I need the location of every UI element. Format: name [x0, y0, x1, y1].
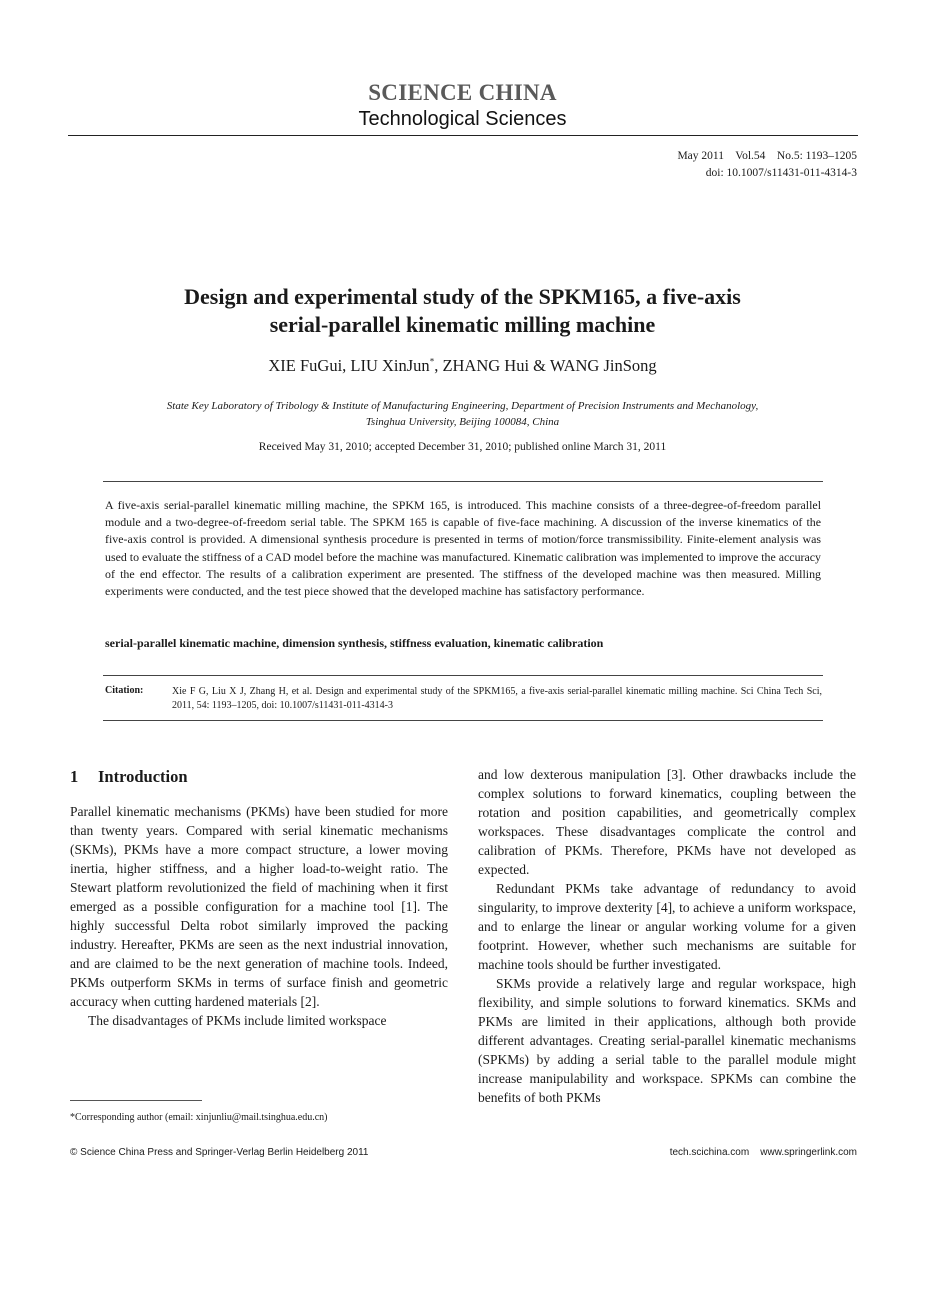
issue-info: May 2011 Vol.54 No.5: 1193–1205 — [677, 150, 857, 162]
doi-text: doi: 10.1007/s11431-011-4314-3 — [705, 167, 857, 179]
section-heading — [70, 767, 188, 787]
keywords: serial-parallel kinematic machine, dimension synthesis, stiffness evaluation, kinematic calibration — [105, 636, 604, 650]
journal-title: SCIENCE CHINA — [368, 80, 557, 105]
section-number: 1 — [70, 767, 79, 786]
article-title — [70, 283, 855, 339]
paragraph: Redundant PKMs take advantage of redundancy to avoid singularity, to improve dexterity [4], to achieve a uniform workspace, and to enlarge the linear or angular working volume for a given footprint. However, whether such mechanisms are suitable for machine tools should be further investigated. — [478, 881, 856, 972]
affiliation-line-2: Tsinghua University, Beijing 100084, China — [365, 416, 560, 428]
paragraph: The disadvantages of PKMs include limited workspace — [88, 1013, 387, 1028]
received-dates: Received May 31, 2010; accepted December 31, 2010; published online March 31, 2011 — [258, 441, 667, 453]
footer-links: tech.scichina.com www.springerlink.com — [669, 1147, 857, 1158]
author-list — [0, 356, 925, 376]
section-title: Introduction — [98, 767, 188, 786]
abstract-top-rule — [103, 481, 823, 482]
title-line-1: Design and experimental study of the SPKM165, a five-axis — [184, 284, 741, 309]
left-column — [70, 802, 448, 1030]
citation-bottom-rule — [103, 720, 823, 721]
corresponding-mark: * — [429, 356, 435, 367]
header-rule — [68, 135, 858, 136]
abstract: A five-axis serial-parallel kinematic milling machine, the SPKM 165, is introduced. This machine consists of a three-degree-of-freedom parallel module and a two-degree-of-freedom serial table. The SPKM 165 is capable of five-face machining. A discussion of the inverse kinematics of the five-axis control is provided. A dimensional synthesis procedure is presented in terms of motion/force transmissibility. Finite-element analysis was used to evaluate the stiffness of a CAD model before the machine was manufactured. Kinematic calibration was implemented to improve the accuracy of the end effector. The results of a calibration experiment are presented. The stiffness of the developed machine was then measured. Milling experiments were conducted, and the test piece showed that the developed machine has satisfactory performance. — [105, 498, 821, 599]
right-column — [478, 765, 856, 1107]
paragraph: and low dexterous manipulation [3]. Other drawbacks include the complex solutions to forward kinematics, coupling between the rotation and position capabilities, and geometrically complex workspaces. These disadvantages complicate the control and calibration of PKMs. Therefore, PKMs have not developed as expected. — [478, 767, 856, 877]
paragraph: Parallel kinematic mechanisms (PKMs) have been studied for more than twenty years. Compared with serial kinematic mechanisms (SKMs), PKMs have a more compact structure, a lower moving inertia, higher stiffness, and a higher load-to-weight ratio. The Stewart platform revolutionized the field of machining when it first emerged as a possible configuration for a machine tool [1]. The highly successful Delta robot similarly improved the packing industry. Hereafter, PKMs are seen as the next industrial innovation, and are claimed to be the next generation of machine tools. Indeed, PKMs outperform SKMs in terms of surface finish and geometric accuracy when cutting hardened materials [2]. — [70, 804, 448, 1009]
footnote: *Corresponding author (email: xinjunliu@mail.tsinghua.edu.cn) — [70, 1112, 328, 1123]
affiliation — [100, 398, 825, 430]
citation-label: Citation: — [105, 685, 144, 696]
title-line-2: serial-parallel kinematic milling machine — [269, 312, 656, 337]
citation-text: Xie F G, Liu X J, Zhang H, et al. Design and experimental study of the SPKM165, a five-axis serial-parallel kinematic milling machine. Sci China Tech Sci, 2011, 54: 1193–1205, doi: 10.1007/s11431-011-4314-3 — [172, 686, 822, 711]
copyright-notice: © Science China Press and Springer-Verlag Berlin Heidelberg 2011 — [70, 1147, 369, 1158]
authors-first: XIE FuGui, LIU XinJun — [268, 356, 430, 375]
citation-top-rule — [103, 675, 823, 676]
affiliation-line-1: State Key Laboratory of Tribology & Institute of Manufacturing Engineering, Department of Precision Instruments and Mechanology, — [166, 400, 759, 412]
footnote-rule — [70, 1100, 202, 1101]
authors-rest: , ZHANG Hui & WANG JinSong — [434, 356, 657, 375]
journal-subtitle: Technological Sciences — [358, 108, 567, 130]
paragraph: SKMs provide a relatively large and regular workspace, high flexibility, and simple solutions to forward kinematics. SKMs and PKMs are limited in their applications, although both provide different advantages. Creating serial-parallel kinematic mechanisms (SPKMs) by adding a serial table to the parallel module might increase manipulability and workspace. SPKMs can combine the benefits of both PKMs — [478, 976, 856, 1105]
